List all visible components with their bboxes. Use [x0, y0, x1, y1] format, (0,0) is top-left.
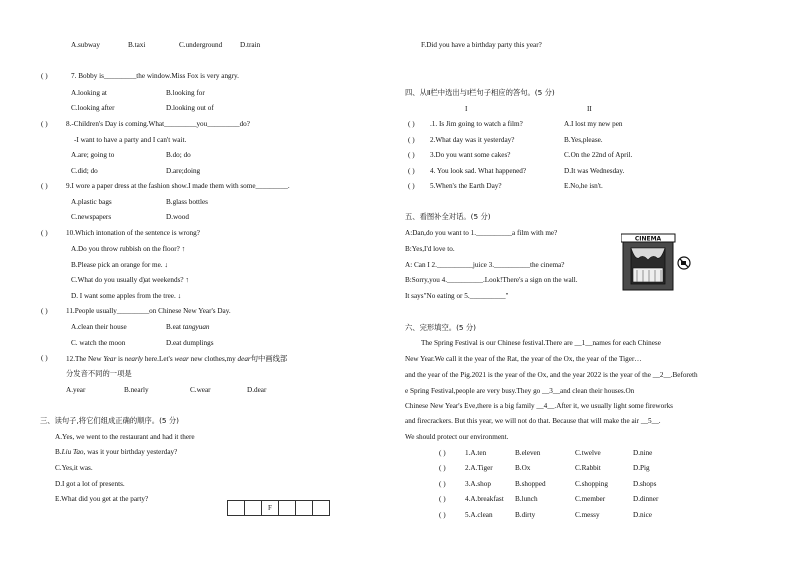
section-5-title: 五、看图补全对话。(5 分)	[405, 212, 491, 221]
q6-option-b: B.taxi	[128, 41, 146, 49]
q12-question: 12.The New Year is nearly here.Let's wear new clothes,my dear句中画线部	[66, 354, 288, 363]
q12-option-b: B.nearly	[124, 386, 149, 394]
cloze-line-4: e Spring Festival,people are very busy.They go __3__and clean their houses.On	[405, 387, 635, 395]
cinema-sign: CINEMA	[634, 235, 662, 243]
q12-option-c: C.wear	[190, 386, 211, 394]
q7-question: 7. Bobby is_________the window.Miss Fox is very angry.	[71, 72, 239, 80]
cloze-2-option-c: C.Rabbit	[575, 464, 601, 472]
cloze-paren-2[interactable]: ( )	[439, 464, 446, 472]
order-box-2[interactable]	[245, 501, 262, 516]
sec3-sentence-e: E.What did you get at the party?	[55, 495, 149, 503]
match-question-1: .1. Is Jim going to watch a film?	[430, 120, 523, 128]
section-6-title: 六、完形填空。(5 分)	[405, 323, 477, 332]
cloze-2-option-a: 2.A.Tiger	[465, 464, 493, 472]
section-4-title: 四、从Ⅱ栏中选出与Ⅰ栏句子相应的答句。(5 分)	[405, 88, 555, 97]
q10-option-a: A.Do you throw rubbish on the floor? ↑	[71, 245, 186, 253]
cloze-1-option-a: 1.A.ten	[465, 449, 487, 457]
dialogue-line-4: B:Sorry,you 4.__________.Look!There's a sign on the wall.	[405, 276, 578, 284]
q6-option-d: D.train	[240, 41, 261, 49]
q9-question: 9.I wore a paper dress at the fashion show.I made them with some_________.	[66, 182, 290, 190]
match-answer-e: E.No,he isn't.	[564, 182, 603, 190]
cloze-line-3: and the year of the Pig.2021 is the year of the Ox, and the year 2022 is the year of the __2__.Beforeth	[405, 371, 698, 379]
cloze-line-7: We should protect our environment.	[405, 433, 509, 441]
cloze-paren-5[interactable]: ( )	[439, 511, 446, 519]
q11-option-b: B.eat tangyuan	[166, 323, 210, 331]
match-paren-4[interactable]: ( )	[408, 167, 415, 175]
cloze-2-option-b: B.Ox	[515, 464, 531, 472]
match-question-2: 2.What day was it yesterday?	[430, 136, 515, 144]
dialogue-line-1: A:Dan,do you want to 1.__________a film with me?	[405, 229, 558, 237]
q7-option-a: A.looking at	[71, 89, 107, 97]
q7-option-b: B.looking for	[166, 89, 205, 97]
cloze-4-option-b: B.lunch	[515, 495, 538, 503]
match-question-3: 3.Do you want some cakes?	[430, 151, 511, 159]
sec3-sentence-b: B.Liu Tao, was it your birthday yesterday?	[55, 448, 178, 456]
q11-option-d: D.eat dumplings	[166, 339, 214, 347]
q9-option-c: C.newspapers	[71, 213, 112, 221]
cloze-3-option-b: B.shopped	[515, 480, 546, 488]
q11-option-c: C. watch the moon	[71, 339, 126, 347]
match-paren-2[interactable]: ( )	[408, 136, 415, 144]
order-box-5[interactable]	[296, 501, 313, 516]
cinema-counter	[633, 268, 663, 282]
match-answer-d: D.It was Wednesday.	[564, 167, 625, 175]
no-eating-sign-icon	[678, 257, 690, 269]
q7-option-d: D.looking out of	[166, 104, 214, 112]
cloze-4-option-c: C.member	[575, 495, 606, 503]
q10-option-d: D. I want some apples from the tree. ↓	[71, 292, 182, 300]
q8-option-b: B.do; do	[166, 151, 191, 159]
q9-answer-paren[interactable]: ( )	[41, 182, 48, 190]
order-box-4[interactable]	[279, 501, 296, 516]
q6-option-a: A.subway	[71, 41, 100, 49]
cloze-paren-4[interactable]: ( )	[439, 495, 446, 503]
cloze-4-option-a: 4.A.breakfast	[465, 495, 504, 503]
sec3-sentence-c: C.Yes,it was.	[55, 464, 93, 472]
cloze-1-option-c: C.twelve	[575, 449, 601, 457]
match-paren-5[interactable]: ( )	[408, 182, 415, 190]
q10-option-c: C.What do you usually d)at weekends? ↑	[71, 276, 189, 284]
cloze-line-5: Chinese New Year's Eve,there is a big family __4__.After it, we usually light some fireworks	[405, 402, 673, 410]
dialogue-line-2: B:Yes,I'd love to.	[405, 245, 455, 253]
dialogue-line-5: It says"No eating or 5.__________"	[405, 292, 509, 300]
cloze-2-option-d: D.Pig	[633, 464, 650, 472]
match-answer-a: A.I lost my new pen	[564, 120, 623, 128]
cloze-3-option-d: D.shops	[633, 480, 657, 488]
q12-option-a: A.year	[66, 386, 86, 394]
cloze-line-1: The Spring Festival is our Chinese festival.There are __1__names for each Chinese	[421, 339, 661, 347]
sec3-sentence-f: F.Did you have a birthday party this year?	[421, 41, 542, 49]
q10-question: 10.Which intonation of the sentence is wrong?	[66, 229, 200, 237]
cloze-line-6: and firecrackers. But this year, we will not do that. Because that will make the air __5__.	[405, 417, 661, 425]
dialogue-line-3: A: Can I 2.__________juice 3.__________the cinema?	[405, 261, 565, 269]
q7-option-c: C.looking after	[71, 104, 115, 112]
order-answer-grid	[227, 500, 330, 516]
order-box-6[interactable]	[313, 501, 330, 516]
sec3-sentence-a: A.Yes, we went to the restaurant and had it there	[55, 433, 195, 441]
cloze-1-option-d: D.nine	[633, 449, 653, 457]
q8-answer-paren[interactable]: ( )	[41, 120, 48, 128]
q10-answer-paren[interactable]: ( )	[41, 229, 48, 237]
q11-answer-paren[interactable]: ( )	[41, 307, 48, 315]
cloze-1-option-b: B.eleven	[515, 449, 541, 457]
cloze-3-option-a: 3.A.shop	[465, 480, 491, 488]
q9-option-a: A.plastic bags	[71, 198, 112, 206]
q8-option-d: D.are;doing	[166, 167, 201, 175]
q12-option-d: D.dear	[247, 386, 267, 394]
q8-response: -I want to have a party and I can't wait.	[74, 136, 187, 144]
cloze-5-option-c: C.messy	[575, 511, 600, 519]
q7-answer-paren[interactable]: ( )	[41, 72, 48, 80]
match-question-5: 5.When's the Earth Day?	[430, 182, 502, 190]
match-answer-b: B.Yes,please.	[564, 136, 603, 144]
q12-answer-paren[interactable]: ( )	[41, 354, 48, 362]
order-box-3[interactable]: F	[262, 501, 279, 516]
q11-question: 11.People usually_________on Chinese New Year's Day.	[66, 307, 231, 315]
cloze-paren-1[interactable]: ( )	[439, 449, 446, 457]
q8-question: 8.-Children's Day is coming.What_________you_________do?	[66, 120, 250, 128]
column-i-header: I	[465, 105, 468, 113]
cloze-line-2: New Year.We call it the year of the Rat, the year of the Ox, the year of the Tiger…	[405, 355, 642, 363]
q12-question-line2: 分发音不同的一项是	[66, 369, 132, 378]
match-paren-1[interactable]: ( )	[408, 120, 415, 128]
cloze-4-option-d: D.dinner	[633, 495, 659, 503]
order-box-1[interactable]	[228, 501, 245, 516]
q6-option-c: C.underground	[179, 41, 223, 49]
column-ii-header: II	[587, 105, 592, 113]
match-answer-c: C.On the 22nd of April.	[564, 151, 633, 159]
q11-option-a: A.clean their house	[71, 323, 127, 331]
cloze-5-option-d: D.nice	[633, 511, 652, 519]
right-column	[397, 0, 794, 561]
match-question-4: 4. You look sad. What happened?	[430, 167, 527, 175]
cinema-illustration	[621, 224, 693, 292]
match-paren-3[interactable]: ( )	[408, 151, 415, 159]
q9-option-b: B.glass bottles	[166, 198, 208, 206]
section-3-title: 三、读句子,将它们组成正确的顺序。(5 分)	[40, 416, 180, 425]
cloze-5-option-a: 5.A.clean	[465, 511, 493, 519]
q8-option-c: C.did; do	[71, 167, 98, 175]
q8-option-a: A.are; going to	[71, 151, 115, 159]
cloze-5-option-b: B.dirty	[515, 511, 536, 519]
sec3-sentence-d: D.I got a lot of presents.	[55, 480, 125, 488]
cloze-paren-3[interactable]: ( )	[439, 480, 446, 488]
q9-option-d: D.wood	[166, 213, 189, 221]
cloze-3-option-c: C.shopping	[575, 480, 608, 488]
q10-option-b: B.Please pick an orange for me. ↓	[71, 261, 168, 269]
